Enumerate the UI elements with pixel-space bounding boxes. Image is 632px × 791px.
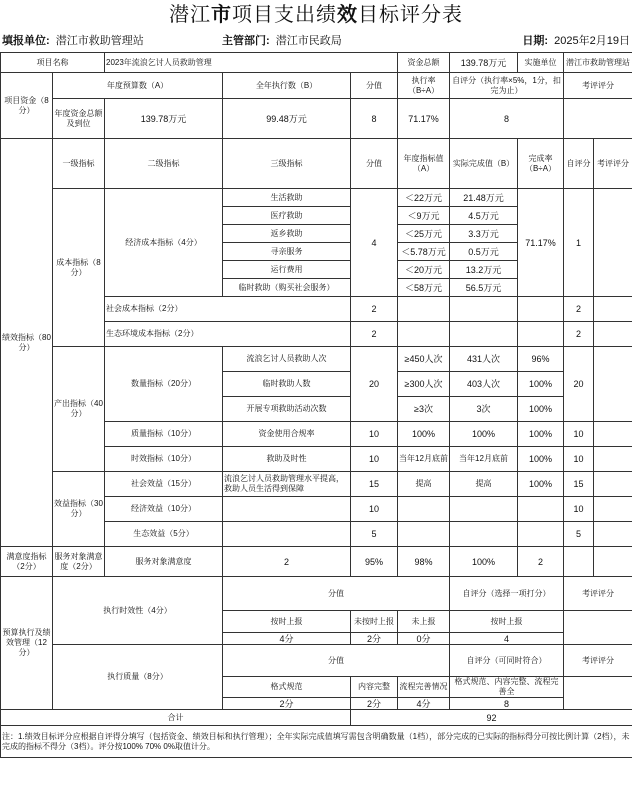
econ-cost-reviewer — [594, 189, 632, 297]
exec-quality: 执行质量（8分） — [53, 645, 223, 710]
total-label: 合计 — [1, 710, 351, 726]
social-benefit-self: 15 — [564, 472, 594, 497]
process-label: 流程完善情况 — [398, 677, 450, 698]
social-benefit-score: 15 — [351, 472, 398, 497]
score-header: 分值 — [351, 139, 398, 189]
cost-item-target: ＜9万元 — [398, 207, 450, 225]
fund-score-header: 分值 — [351, 73, 398, 99]
time-indicator: 时效指标（10分） — [105, 447, 223, 472]
satisfaction-indicator: 满意度指标（2分） — [1, 547, 53, 577]
impl-unit: 潜江市救助管理站 — [564, 53, 632, 73]
content-complete-label: 内容完整 — [351, 677, 398, 698]
social-benefit-target: 提高 — [398, 472, 450, 497]
exec-self-header: 自评分（选择一项打分） — [450, 577, 564, 611]
social-benefit: 社会效益（15分） — [105, 472, 223, 497]
fund-self-score: 8 — [450, 99, 564, 139]
total-value: 92 — [351, 710, 632, 726]
cost-item-target: ＜20万元 — [398, 261, 450, 279]
cost-item-actual: 0.5万元 — [450, 243, 518, 261]
qty-target: ≥3次 — [398, 397, 450, 422]
qty-self: 20 — [564, 347, 594, 422]
qty-actual: 3次 — [450, 397, 518, 422]
lv3-header: 三级指标 — [223, 139, 351, 189]
eco-cost-indicator: 生态环境成本指标（2分） — [105, 322, 351, 347]
quality-actual: 100% — [450, 422, 518, 447]
quality-indicator: 质量指标（10分） — [105, 422, 223, 447]
fund-reviewer-score — [564, 99, 632, 139]
format-standard-score: 2分 — [223, 698, 351, 710]
report-meta — [0, 30, 632, 52]
qty-rate: 96% — [518, 347, 564, 372]
qty-actual: 431人次 — [450, 347, 518, 372]
qty-item: 临时救助人数 — [223, 372, 351, 397]
time-target: 当年12月底前 — [398, 447, 450, 472]
econ-cost-indicator: 经济成本指标（4分） — [105, 189, 223, 297]
annual-budget-header: 年度预算数（A） — [53, 73, 223, 99]
reviewer-header: 考评评分 — [594, 139, 632, 189]
quality-rate: 100% — [518, 422, 564, 447]
supervising-dept: 主管部门: 潜江市民政局 — [222, 35, 342, 47]
exec-self-choice: 按时上报 — [450, 611, 564, 633]
fund-self-header: 自评分（执行率×5%，1分，扣完为止） — [450, 73, 564, 99]
qty-actual: 403人次 — [450, 372, 518, 397]
satisfaction-rate: 100% — [450, 547, 518, 577]
cost-item-actual: 13.2万元 — [450, 261, 518, 279]
ontime-score: 4分 — [223, 633, 351, 645]
time-rate: 100% — [518, 447, 564, 472]
eco-cost-score: 2 — [351, 322, 398, 347]
cost-item: 返乡救助 — [223, 225, 351, 243]
social-benefit-rate: 100% — [518, 472, 564, 497]
time-item: 救助及时性 — [223, 447, 351, 472]
quality-self: 10 — [564, 422, 594, 447]
fund-annual-budget: 139.78万元 — [105, 99, 223, 139]
econ-cost-self: 1 — [564, 189, 594, 297]
not-ontime-label: 未按时上报 — [351, 611, 398, 633]
project-name: 2023年流浪乞讨人员救助管理 — [105, 53, 398, 73]
quality-score: 10 — [351, 422, 398, 447]
cost-item: 临时救助（购买社会服务） — [223, 279, 351, 297]
format-standard-label: 格式规范 — [223, 677, 351, 698]
cost-item-actual: 21.48万元 — [450, 189, 518, 207]
exec-rate-header: 执行率（B÷A） — [398, 73, 450, 99]
cost-item: 运行费用 — [223, 261, 351, 279]
econ-benefit-self: 10 — [564, 497, 594, 522]
process-score: 4分 — [398, 698, 450, 710]
not-ontime-score: 2分 — [351, 633, 398, 645]
exec-self-score: 4 — [450, 633, 564, 645]
budget-value: 139.78万元 — [450, 53, 518, 73]
time-score: 10 — [351, 447, 398, 472]
fund-annual-exec: 99.48万元 — [223, 99, 351, 139]
eco-cost-self: 2 — [564, 322, 594, 347]
quality-item: 资金使用合规率 — [223, 422, 351, 447]
social-benefit-actual: 提高 — [450, 472, 518, 497]
qty-target: ≥300人次 — [398, 372, 450, 397]
cost-item: 医疗救助 — [223, 207, 351, 225]
qty-rate: 100% — [518, 372, 564, 397]
fund-score: 8 — [351, 99, 398, 139]
cost-item-target: ＜5.78万元 — [398, 243, 450, 261]
content-complete-score: 2分 — [351, 698, 398, 710]
eco-benefit-self: 5 — [564, 522, 594, 547]
social-cost-self: 2 — [564, 297, 594, 322]
cost-item-actual: 4.5万元 — [450, 207, 518, 225]
fund-row-label: 年度资金总额及到位 — [53, 99, 105, 139]
econ-cost-rate: 71.17% — [518, 189, 564, 297]
satisfaction-score: 2 — [223, 547, 351, 577]
benefit-indicator: 效益指标（30分） — [53, 472, 105, 547]
exec-score-header: 分值 — [223, 577, 450, 611]
qty-item: 开展专项救助活动次数 — [223, 397, 351, 422]
score-table — [0, 52, 632, 758]
econ-benefit: 经济效益（10分） — [105, 497, 223, 522]
qty-score: 20 — [351, 347, 398, 422]
actual-header: 实际完成值（B） — [450, 139, 518, 189]
section-performance: 绩效指标（80分） — [1, 139, 53, 547]
cost-item-actual: 56.5万元 — [450, 279, 518, 297]
project-name-label: 项目名称 — [1, 53, 105, 73]
satisfaction-lv2: 服务对象满意度（2分） — [53, 547, 105, 577]
exec-timeliness: 执行时效性（4分） — [53, 577, 223, 645]
page-title: 潜江市项目支出绩效目标评分表 — [169, 4, 463, 26]
eco-benefit-score: 5 — [351, 522, 398, 547]
lv2-header: 二级指标 — [105, 139, 223, 189]
cost-item-target: ＜25万元 — [398, 225, 450, 243]
report-date: 日期: 2025年2月19日 — [522, 35, 630, 47]
fund-exec-rate: 71.17% — [398, 99, 450, 139]
impl-unit-label: 实施单位 — [518, 53, 564, 73]
qty-item: 流浪乞讨人员救助人次 — [223, 347, 351, 372]
social-cost-score: 2 — [351, 297, 398, 322]
satisfaction-actual: 98% — [398, 547, 450, 577]
time-actual: 当年12月底前 — [450, 447, 518, 472]
budget-label: 资金总额 — [398, 53, 450, 73]
output-indicator: 产出指标（40分） — [53, 347, 105, 472]
cost-item: 寻亲服务 — [223, 243, 351, 261]
cost-item-target: ＜58万元 — [398, 279, 450, 297]
social-benefit-item: 流浪乞讨人员救助管理水平提高，救助人员生活得到保障 — [223, 472, 351, 497]
quality-reviewer-header: 考评评分 — [564, 645, 632, 677]
social-cost-indicator: 社会成本指标（2分） — [105, 297, 351, 322]
qty-rate: 100% — [518, 397, 564, 422]
not-reported-label: 未上报 — [398, 611, 450, 633]
footnote: 注：1.绩效目标评分应根据自评得分填写（包括资金、绩效目标和执行管理）；全年实际完成值填写需包含明确数量（1档），部分完成的已实际的指标得分可按比例计算（2档），未完成的指标不得分（3档）。评分按100% 70% 0%取值计分。 — [1, 726, 632, 758]
rate-header: 完成率（B÷A） — [518, 139, 564, 189]
satisfaction-item: 服务对象满意度 — [105, 547, 223, 577]
lv1-header: 一级指标 — [53, 139, 105, 189]
quality-self-choice: 格式规范、内容完整、流程完善全 — [450, 677, 564, 698]
quality-self-score: 8 — [450, 698, 564, 710]
cost-item-target: ＜22万元 — [398, 189, 450, 207]
cost-indicator: 成本指标（8分） — [53, 189, 105, 347]
quality-target: 100% — [398, 422, 450, 447]
satisfaction-self: 2 — [518, 547, 564, 577]
eco-benefit: 生态效益（5分） — [105, 522, 223, 547]
annual-exec-header: 全年执行数（B） — [223, 73, 351, 99]
fund-reviewer-header: 考评评分 — [564, 73, 632, 99]
section-project-funds: 项目资金（8分） — [1, 73, 53, 139]
self-header: 自评分 — [564, 139, 594, 189]
econ-benefit-score: 10 — [351, 497, 398, 522]
reporting-unit: 填报单位: 潜江市救助管理站 — [2, 35, 144, 47]
section-budget-mgmt: 预算执行及绩效管理（12分） — [1, 577, 53, 710]
cost-item-actual: 3.3万元 — [450, 225, 518, 243]
quality-score-header: 分值 — [223, 645, 450, 677]
cost-item: 生活救助 — [223, 189, 351, 207]
target-header: 年度指标值（A） — [398, 139, 450, 189]
econ-cost-score: 4 — [351, 189, 398, 297]
qty-target: ≥450人次 — [398, 347, 450, 372]
ontime-label: 按时上报 — [223, 611, 351, 633]
quality-self-header: 自评分（可同时符合） — [450, 645, 564, 677]
not-reported-score: 0分 — [398, 633, 450, 645]
qty-indicator: 数量指标（20分） — [105, 347, 223, 422]
exec-reviewer-header: 考评评分 — [564, 577, 632, 611]
time-self: 10 — [564, 447, 594, 472]
satisfaction-target: 95% — [351, 547, 398, 577]
